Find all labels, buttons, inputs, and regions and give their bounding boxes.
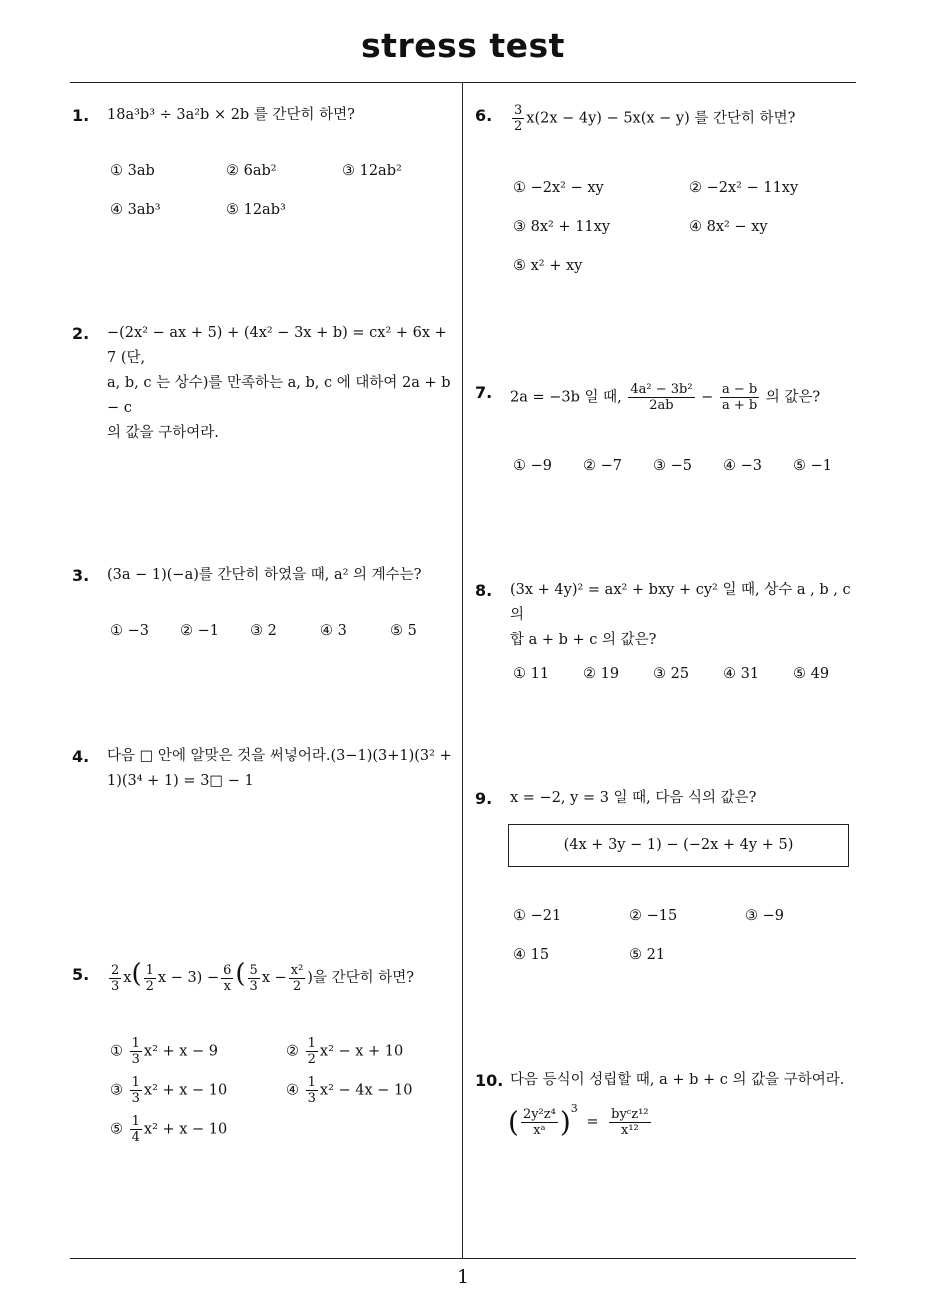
option-4[interactable]: ④ 15	[513, 947, 550, 963]
option-5[interactable]: ⑤ −1	[793, 458, 832, 474]
fraction-numerator: 1	[307, 1075, 316, 1090]
question-text	[107, 959, 414, 994]
question-number: 8.	[475, 581, 493, 600]
column-divider	[462, 83, 463, 1258]
fraction-denominator: 4	[131, 1130, 140, 1145]
fraction-denominator: 3	[131, 1091, 140, 1106]
fraction	[248, 963, 260, 994]
fraction-numerator: 1	[131, 1114, 140, 1129]
fraction-denominator: 2	[307, 1052, 316, 1067]
option-4[interactable]: ④ 31	[723, 666, 760, 682]
question-number: 5.	[72, 965, 90, 984]
option-5[interactable]: ⑤ x² + xy	[513, 258, 583, 274]
question-9	[475, 786, 860, 976]
expr-part: x − 3) −	[157, 970, 220, 986]
question-line: 1)(3⁴ + 1) = 3□ − 1	[107, 773, 254, 789]
expr-part: 의 값은?	[765, 389, 821, 406]
question-line: 합 a + b + c 의 값은?	[510, 632, 657, 648]
fraction-denominator: 3	[249, 978, 258, 994]
fraction-denominator: 2	[514, 119, 523, 134]
option-symbol: ⑤	[110, 1121, 123, 1138]
paren-right: )	[559, 1105, 571, 1139]
fraction-denominator: xᵃ	[533, 1122, 546, 1138]
option-5[interactable]	[110, 1114, 227, 1145]
option-1[interactable]: ① −3	[110, 623, 149, 639]
expr-part: x	[123, 970, 132, 986]
option-expr: x² + x − 10	[143, 1082, 228, 1099]
fraction-numerator: 3	[514, 103, 523, 118]
fraction-numerator: byᶜz¹²	[611, 1106, 649, 1122]
question-text: 다음 등식이 성립할 때, a + b + c 의 값을 구하여라.	[510, 1072, 845, 1088]
question-text	[107, 321, 457, 446]
fraction-denominator: x	[223, 978, 231, 994]
fraction	[306, 1036, 318, 1067]
question-number: 10.	[475, 1071, 504, 1090]
option-4[interactable]: ④ 3ab³	[110, 202, 161, 218]
question-number: 3.	[72, 566, 90, 585]
fraction	[720, 382, 759, 413]
option-symbol: ④	[286, 1082, 299, 1099]
fraction-denominator: a + b	[721, 398, 758, 413]
option-symbol: ②	[286, 1043, 299, 1060]
option-2[interactable]: ② −15	[629, 908, 678, 924]
fraction-numerator: 6	[223, 962, 232, 978]
equation	[508, 1096, 653, 1138]
option-2[interactable]: ② −1	[180, 623, 219, 639]
fraction-numerator: 4a² − 3b²	[630, 382, 693, 397]
expression-box: (4x + 3y − 1) − (−2x + 4y + 5)	[508, 824, 849, 867]
expr-part: (	[131, 959, 142, 989]
option-5[interactable]: ⑤ 12ab³	[226, 202, 286, 218]
fraction-denominator: 2	[292, 978, 302, 994]
option-1[interactable]	[110, 1036, 218, 1067]
option-2[interactable]: ② 19	[583, 666, 620, 682]
fraction	[609, 1107, 650, 1138]
fraction-denominator: x¹²	[620, 1122, 639, 1138]
question-number: 1.	[72, 106, 90, 125]
option-2[interactable]: ② 6ab²	[226, 163, 277, 179]
question-text	[107, 744, 457, 794]
page-title: stress test	[361, 26, 565, 65]
exponent: 3	[570, 1102, 578, 1115]
fraction-numerator: 1	[131, 1075, 140, 1090]
question-text	[510, 103, 795, 134]
option-3[interactable]: ③ 8x² + 11xy	[513, 219, 611, 235]
option-2[interactable]	[286, 1036, 403, 1067]
fraction	[628, 382, 694, 413]
option-5[interactable]: ⑤ 5	[390, 623, 417, 639]
fraction	[130, 1114, 142, 1145]
expr-part: )을 간단히 하면?	[307, 970, 414, 986]
question-5	[72, 959, 460, 1152]
fraction-numerator: 1	[145, 962, 154, 978]
option-expr: x² + x − 10	[143, 1121, 228, 1138]
option-3[interactable]: ③ 12ab²	[342, 163, 402, 179]
question-2	[72, 321, 460, 441]
option-1[interactable]: ① −2x² − xy	[513, 180, 604, 196]
question-line: 다음 □ 안에 알맞은 것을 써넣어라.(3−1)(3+1)(3² +	[107, 748, 452, 764]
fraction-numerator: 5	[249, 962, 258, 978]
page-number: 1	[456, 1266, 470, 1288]
option-expr: x² − 4x − 10	[319, 1082, 413, 1099]
question-number: 7.	[475, 383, 493, 402]
fraction-numerator: x²	[290, 962, 304, 978]
question-6	[475, 103, 860, 283]
fraction	[130, 1036, 142, 1067]
paren-left: (	[508, 1105, 519, 1139]
expr-part: (	[235, 959, 246, 989]
question-3	[72, 563, 457, 643]
option-4[interactable]: ④ −3	[723, 458, 762, 474]
option-3[interactable]: ③ 25	[653, 666, 690, 682]
bottom-rule	[70, 1258, 856, 1259]
option-3[interactable]: ③ −9	[745, 908, 784, 924]
question-text: (3a − 1)(−a)를 간단히 하였을 때, a² 의 계수는?	[107, 567, 422, 583]
fraction	[109, 963, 121, 994]
fraction	[289, 963, 306, 994]
fraction	[144, 963, 156, 994]
question-line: (3x + 4y)² = ax² + bxy + cy² 일 때, 상수 a , b , c 의	[510, 582, 851, 623]
question-text: 18a³b³ ÷ 3a²b × 2b 를 간단히 하면?	[107, 107, 355, 123]
fraction-denominator: 2ab	[649, 398, 674, 413]
fraction-denominator: 3	[307, 1091, 316, 1106]
question-10	[475, 1068, 860, 1148]
option-symbol: ①	[110, 1043, 123, 1060]
fraction-numerator: 1	[131, 1036, 140, 1051]
option-3[interactable]	[110, 1075, 227, 1106]
option-expr: x² + x − 9	[143, 1043, 219, 1060]
option-symbol: ③	[110, 1082, 123, 1099]
option-4[interactable]: ④ 3	[320, 623, 347, 639]
option-1[interactable]: ① −21	[513, 908, 562, 924]
question-text: x = −2, y = 3 일 때, 다음 식의 값은?	[510, 790, 757, 806]
question-7	[475, 380, 860, 480]
option-1[interactable]: ① −9	[513, 458, 552, 474]
question-4	[72, 744, 460, 804]
question-line: −(2x² − ax + 5) + (4x² − 3x + b) = cx² + 6x + 7 (단,	[107, 325, 447, 366]
fraction	[130, 1075, 142, 1106]
question-number: 9.	[475, 789, 493, 808]
equals-sign: =	[586, 1113, 599, 1130]
expr-part: x −	[261, 970, 287, 986]
question-1	[72, 103, 457, 223]
question-text	[510, 578, 860, 653]
fraction-numerator: 1	[307, 1036, 316, 1051]
expr-part: 2a = −3b 일 때,	[510, 389, 622, 406]
question-8	[475, 578, 860, 688]
fraction	[512, 103, 524, 134]
option-2[interactable]: ② −2x² − 11xy	[689, 180, 799, 196]
question-text	[510, 382, 820, 413]
question-line: a, b, c 는 상수)를 만족하는 a, b, c 에 대하여 2a + b − c	[107, 375, 451, 416]
question-number: 4.	[72, 747, 90, 766]
option-1[interactable]: ① 3ab	[110, 163, 155, 179]
option-4[interactable]	[286, 1075, 412, 1106]
option-1[interactable]: ① 11	[513, 666, 550, 682]
question-number: 6.	[475, 106, 493, 125]
fraction	[221, 963, 233, 994]
option-5[interactable]: ⑤ 21	[629, 947, 666, 963]
fraction	[521, 1107, 558, 1138]
fraction	[306, 1075, 318, 1106]
fraction-denominator: 3	[111, 978, 120, 994]
fraction-numerator: a − b	[721, 382, 758, 397]
expr-part: −	[701, 389, 714, 406]
question-line: 의 값을 구하여라.	[107, 425, 219, 441]
top-rule	[70, 82, 856, 83]
option-expr: x² − x + 10	[319, 1043, 404, 1060]
fraction-numerator: 2	[111, 962, 120, 978]
fraction-denominator: 2	[145, 978, 154, 994]
option-2[interactable]: ② −7	[583, 458, 622, 474]
expr-part: x(2x − 4y) − 5x(x − y) 를 간단히 하면?	[526, 110, 796, 127]
option-3[interactable]: ③ 2	[250, 623, 277, 639]
fraction-denominator: 3	[131, 1052, 140, 1067]
option-5[interactable]: ⑤ 49	[793, 666, 830, 682]
fraction-numerator: 2y²z⁴	[522, 1106, 556, 1122]
option-4[interactable]: ④ 8x² − xy	[689, 219, 768, 235]
question-number: 2.	[72, 324, 90, 343]
option-3[interactable]: ③ −5	[653, 458, 692, 474]
